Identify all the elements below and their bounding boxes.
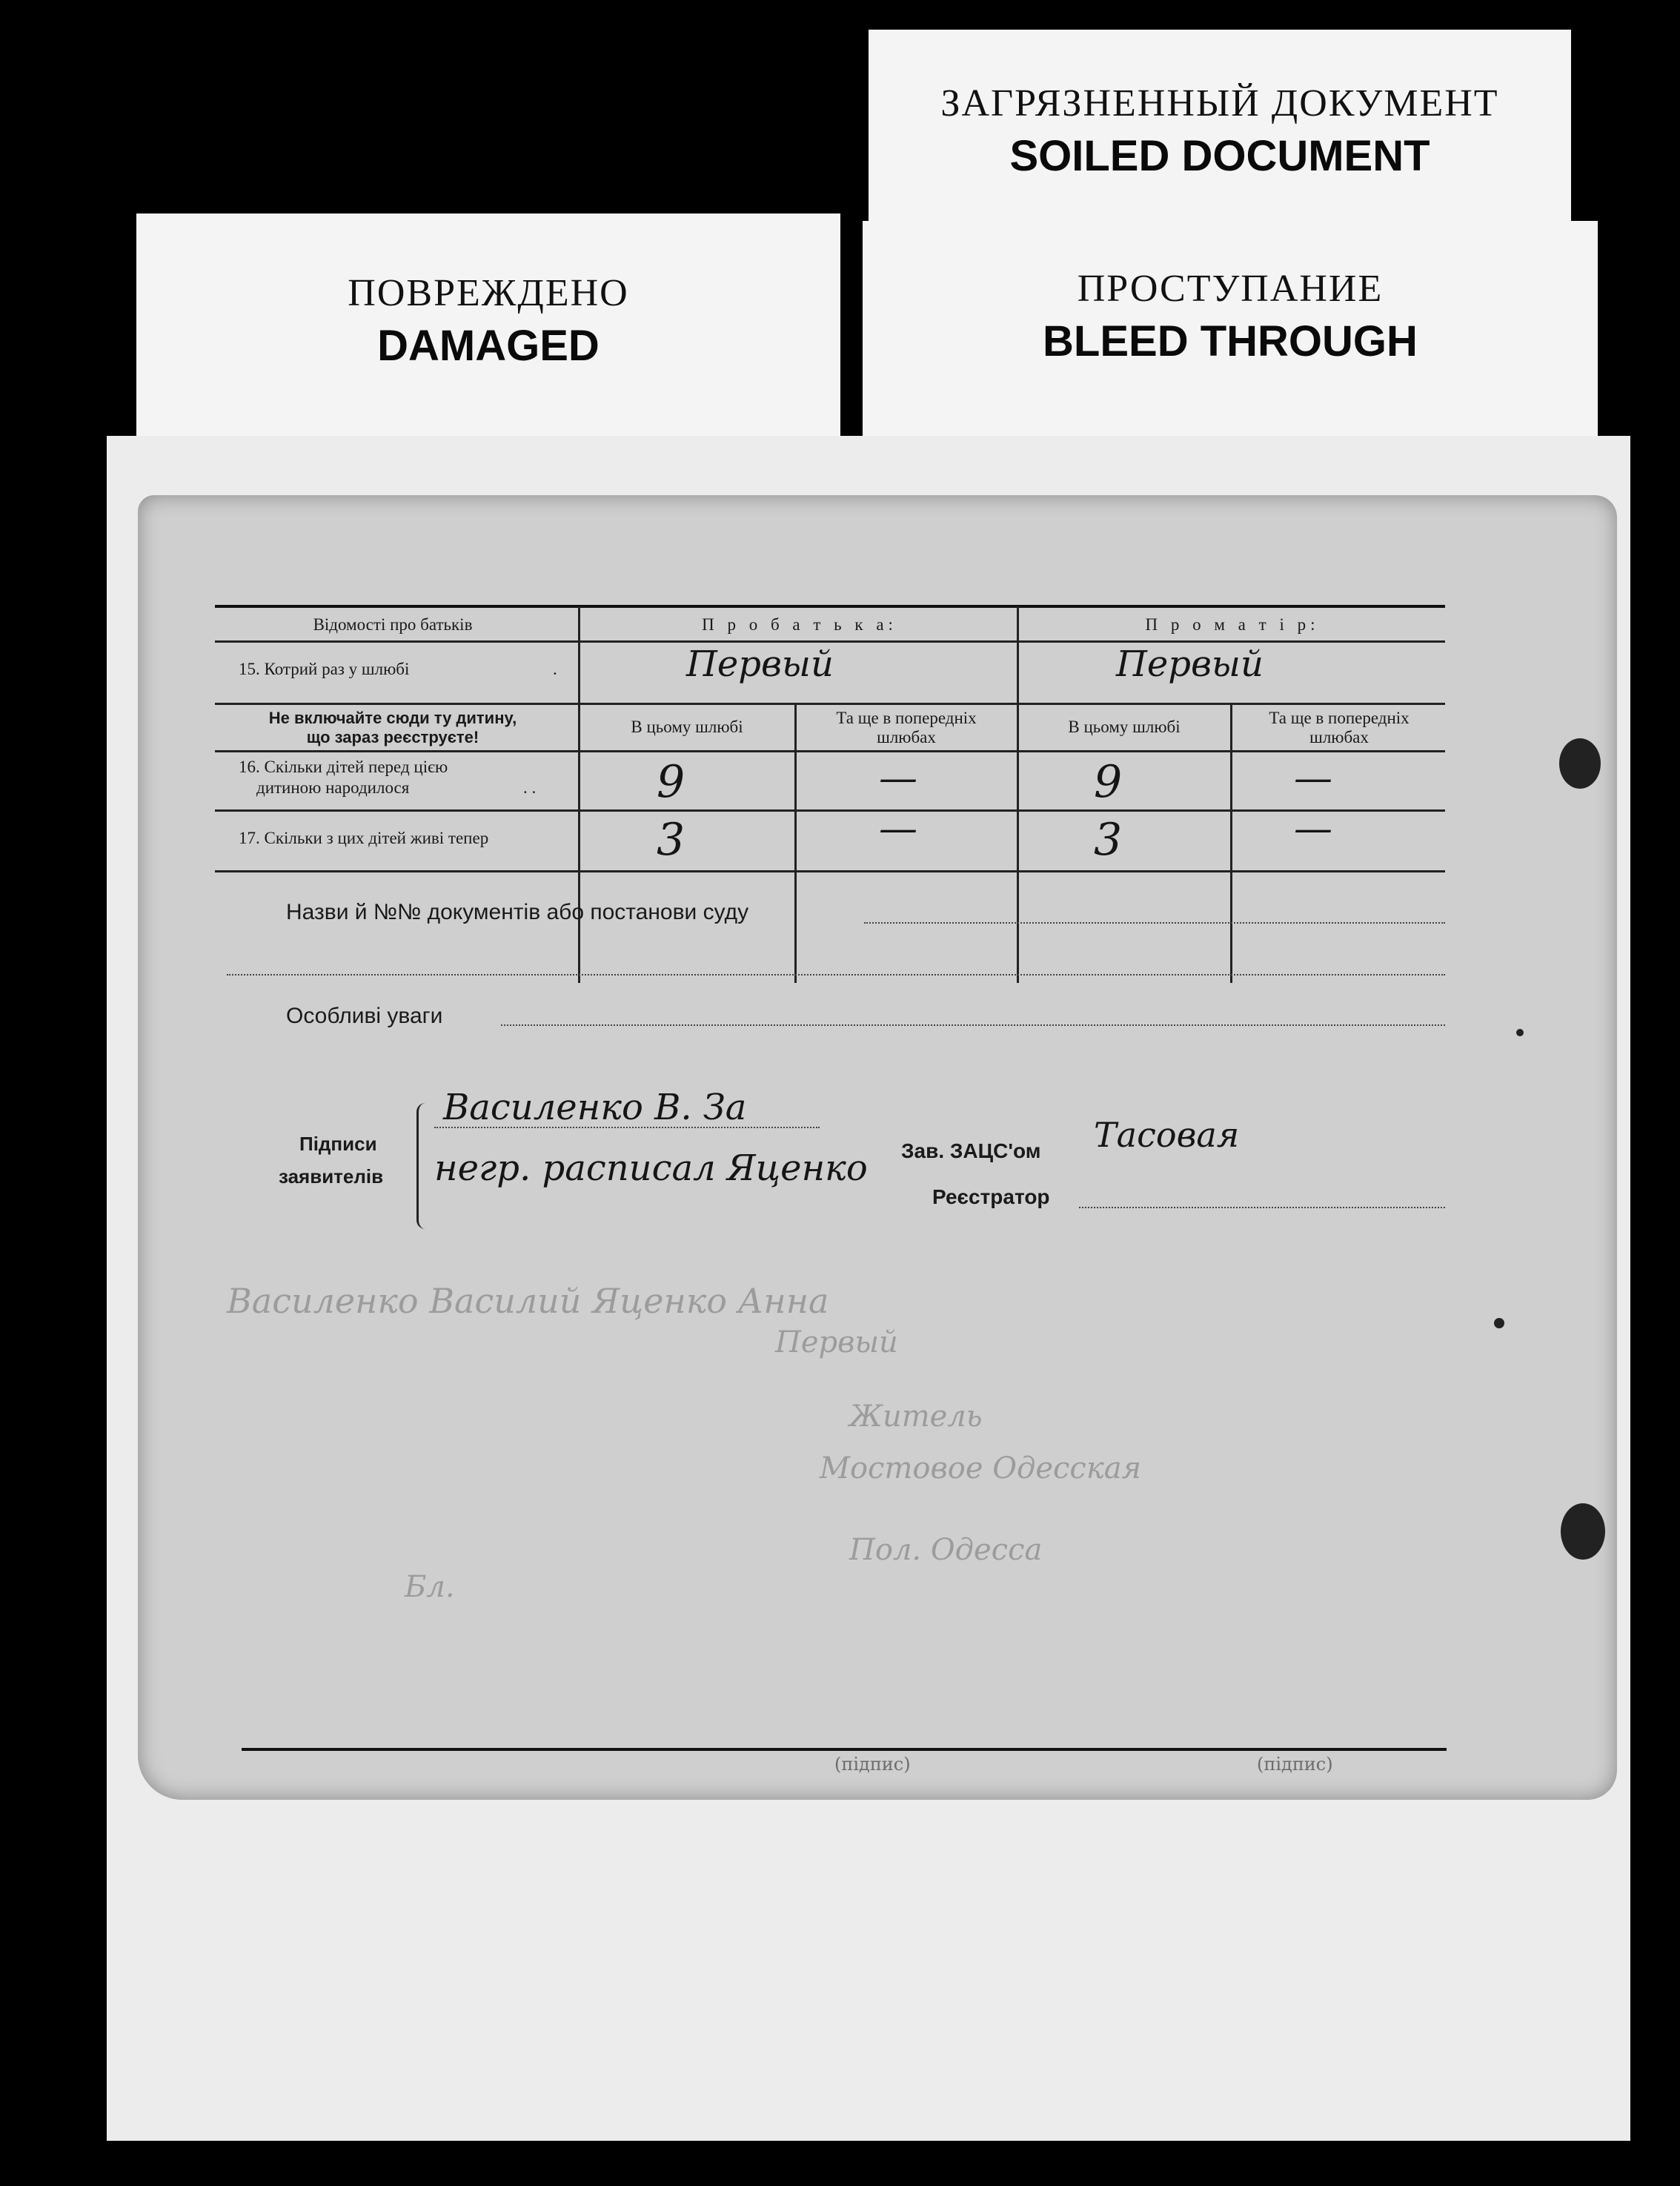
applicant-signature-line1: Василенко В. За bbox=[443, 1087, 747, 1128]
dot-leader: . . bbox=[523, 778, 537, 797]
registrar-signature: Тасовая bbox=[1094, 1115, 1240, 1155]
dot-leader: . bbox=[553, 660, 557, 678]
header-about-mother: П р о м а т і р: bbox=[1145, 615, 1320, 634]
soiled-document-target bbox=[869, 30, 1571, 237]
row17-father-this: 3 bbox=[657, 814, 685, 866]
col-mother-prev-line2: шлюбах bbox=[1309, 728, 1369, 746]
col-divider bbox=[1230, 703, 1232, 983]
note-exclude-line2: що зараз реєструєте! bbox=[306, 728, 479, 746]
col-divider bbox=[1017, 606, 1019, 983]
bleed-text-line: Мостовое Одесская bbox=[820, 1451, 1142, 1486]
head-label: Зав. ЗАЦС'ом bbox=[901, 1139, 1041, 1162]
col-father-prev-line2: шлюбах bbox=[877, 728, 936, 746]
row15-mother-value: Первый bbox=[1116, 643, 1264, 685]
header-about-father: П р о б а т ь к а: bbox=[702, 615, 897, 634]
damaged-target bbox=[136, 213, 840, 466]
signatures-brace bbox=[416, 1103, 428, 1229]
col-father-this-marriage: В цьому шлюбі bbox=[631, 718, 743, 736]
note-exclude-line1: Не включайте сюди ту дитину, bbox=[268, 709, 517, 727]
soiled-label-en: SOILED DOCUMENT bbox=[1009, 132, 1430, 180]
row16-mother-this: 9 bbox=[1094, 756, 1123, 808]
bleed-text-line: Василенко Василий Яценко Анна bbox=[227, 1281, 829, 1321]
bleed-text-line: Пол. Одесса bbox=[849, 1533, 1043, 1567]
bleed-through-target bbox=[863, 221, 1598, 458]
bottom-caption-right: (підпис) bbox=[1257, 1754, 1333, 1775]
bottom-rule bbox=[242, 1748, 1447, 1751]
row17-mother-this: 3 bbox=[1094, 814, 1123, 866]
soiled-label-ru: ЗАГРЯЗНЕННЫЙ ДОКУМЕНТ bbox=[940, 82, 1499, 125]
damage-spot bbox=[1494, 1318, 1504, 1328]
applicant-signature-line2: негр. расписал Яценко bbox=[434, 1147, 868, 1189]
damage-spot bbox=[1516, 1029, 1524, 1036]
row16-father-prev: — bbox=[879, 756, 917, 801]
header-parents-info: Відомості про батьків bbox=[313, 615, 473, 634]
col-mother-prev-line1: Та ще в попередніх bbox=[1269, 709, 1410, 727]
row15-father-value: Первый bbox=[686, 643, 834, 685]
rule bbox=[215, 870, 1445, 872]
applicant-signature-line bbox=[434, 1127, 820, 1128]
record-form-sheet bbox=[138, 495, 1617, 1800]
remarks-field-line bbox=[501, 1024, 1445, 1026]
remarks-label: Особливі уваги bbox=[286, 1004, 443, 1028]
col-mother-this-marriage: В цьому шлюбі bbox=[1068, 718, 1181, 736]
row16-label-line1: 16. Скільки дітей перед цією bbox=[239, 758, 448, 776]
documents-field-line-2 bbox=[227, 974, 1445, 976]
row17-father-prev: — bbox=[879, 806, 917, 851]
row15-label: 15. Котрий раз у шлюбі bbox=[239, 660, 410, 678]
row16-mother-prev: — bbox=[1294, 756, 1332, 801]
damaged-label-ru: ПОВРЕЖДЕНО bbox=[348, 272, 629, 314]
bleed-text-line: Первый bbox=[775, 1325, 898, 1359]
bleed-text-line: Житель bbox=[849, 1400, 983, 1434]
rule bbox=[215, 750, 1445, 752]
damaged-label-en: DAMAGED bbox=[377, 322, 600, 370]
row16-label-line2: дитиною народилося bbox=[256, 778, 410, 797]
table-top-rule bbox=[215, 605, 1445, 608]
bleed-label-ru: ПРОСТУПАНИЕ bbox=[1077, 268, 1384, 310]
row17-label: 17. Скільки з цих дітей живі тепер bbox=[239, 829, 489, 847]
binding-hole bbox=[1559, 738, 1601, 789]
signatures-label-2: заявителів bbox=[279, 1165, 384, 1188]
registrar-label: Реєстратор bbox=[932, 1185, 1050, 1208]
bleed-text-line: Бл. bbox=[405, 1570, 455, 1604]
col-father-prev-line1: Та ще в попередніх bbox=[836, 709, 977, 727]
rule bbox=[215, 640, 1445, 643]
registrar-signature-line bbox=[1079, 1207, 1445, 1208]
rule bbox=[215, 809, 1445, 812]
bleed-label-en: BLEED THROUGH bbox=[1043, 317, 1418, 365]
binding-hole bbox=[1561, 1503, 1605, 1560]
documents-label: Назви й №№ документів або постанови суду bbox=[286, 900, 749, 924]
col-divider bbox=[578, 606, 580, 983]
rule bbox=[215, 703, 1445, 705]
bottom-caption-left: (підпис) bbox=[834, 1754, 911, 1775]
row17-mother-prev: — bbox=[1294, 806, 1332, 851]
signatures-label-1: Підписи bbox=[299, 1133, 377, 1155]
row16-father-this: 9 bbox=[657, 756, 685, 808]
col-divider bbox=[794, 703, 797, 983]
documents-field-line bbox=[864, 922, 1445, 924]
